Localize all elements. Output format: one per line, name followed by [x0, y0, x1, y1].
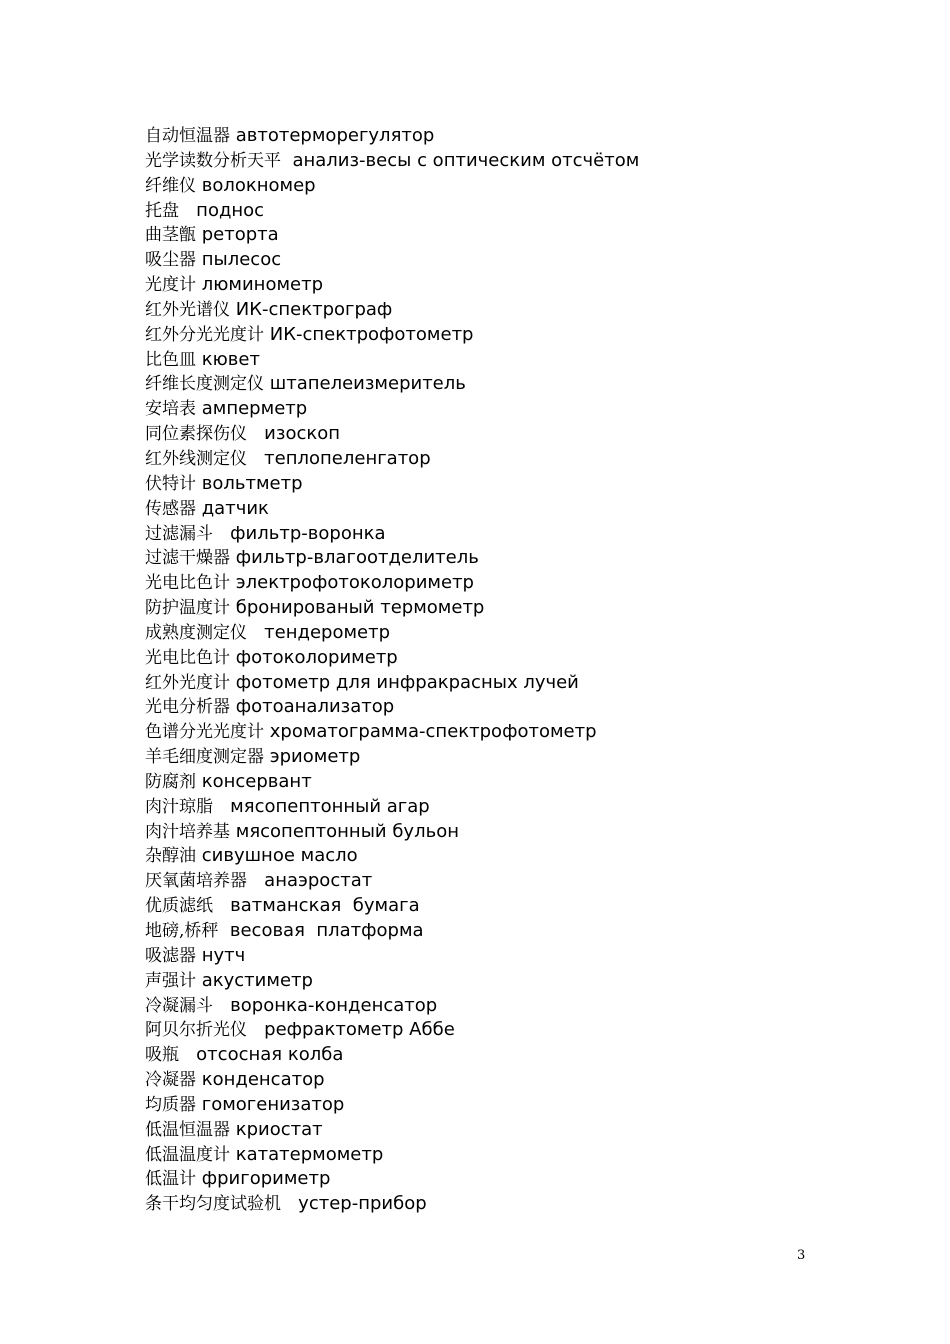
term-separator [179, 200, 196, 221]
chinese-term: 纤维长度测定仪 [145, 374, 264, 395]
glossary-entry [145, 497, 845, 522]
chinese-term: 均质器 [145, 1094, 196, 1115]
glossary-entry [145, 646, 845, 671]
glossary-entry [145, 1093, 845, 1118]
russian-term: кататермометр [235, 1143, 384, 1165]
chinese-term: 光电分析器 [145, 697, 230, 718]
russian-term: анализ-весы с оптическим отсчётом [292, 149, 640, 171]
glossary-entry [145, 124, 845, 149]
term-separator [213, 895, 230, 916]
russian-term: волокномер [201, 174, 316, 196]
glossary-entry [145, 820, 845, 845]
russian-term: изоскоп [264, 423, 341, 445]
chinese-term: 纤维仪 [145, 175, 196, 196]
chinese-term: 吸尘器 [145, 250, 196, 271]
glossary-entry [145, 149, 845, 174]
chinese-term: 羊毛细度测定器 [145, 747, 264, 768]
chinese-term: 光电比色计 [145, 573, 230, 594]
russian-term: мясопептонный бульон [235, 820, 459, 842]
chinese-term: 厌氧菌培养器 [145, 871, 247, 892]
russian-term: конденсатор [201, 1069, 325, 1091]
chinese-term: 肉汁琼脂 [145, 796, 213, 817]
chinese-term: 防护温度计 [145, 598, 230, 619]
chinese-term: 低温温度计 [145, 1144, 230, 1165]
russian-term: фильтр-воронка [230, 522, 386, 544]
russian-term: фильтр-влагоотделитель [235, 547, 479, 569]
chinese-term: 托盘 [145, 200, 179, 221]
russian-term: мясопептонный агар [230, 795, 430, 817]
russian-term: ИК-спектрограф [235, 298, 393, 320]
chinese-term: 传感器 [145, 498, 196, 519]
glossary-entry [145, 273, 845, 298]
term-separator [247, 622, 264, 643]
term-separator [213, 523, 230, 544]
chinese-term: 过滤漏斗 [145, 523, 213, 544]
glossary-list [145, 124, 845, 1217]
russian-term: ретoрта [201, 224, 279, 246]
glossary-entry [145, 248, 845, 273]
glossary-entry [145, 546, 845, 571]
russian-term: анаэростат [264, 870, 373, 892]
chinese-term: 红外线测定仪 [145, 448, 247, 469]
russian-term: датчик [201, 497, 269, 519]
glossary-entry [145, 323, 845, 348]
chinese-term: 光电比色计 [145, 647, 230, 668]
chinese-term: 过滤干燥器 [145, 548, 230, 569]
glossary-entry [145, 919, 845, 944]
chinese-term: 肉汁培养基 [145, 821, 230, 842]
term-separator [281, 150, 292, 171]
term-separator [218, 920, 229, 941]
russian-term: поднос [196, 199, 265, 221]
russian-term: амперметр [201, 398, 308, 420]
chinese-term: 杂醇油 [145, 846, 196, 867]
chinese-term: 吸瓶 [145, 1045, 179, 1066]
russian-term: нутч [201, 944, 246, 966]
glossary-entry [145, 894, 845, 919]
glossary-entry [145, 795, 845, 820]
glossary-entry [145, 695, 845, 720]
chinese-term: 冷凝器 [145, 1070, 196, 1091]
glossary-entry [145, 223, 845, 248]
glossary-entry [145, 348, 845, 373]
chinese-term: 同位素探伤仪 [145, 424, 247, 445]
glossary-entry [145, 745, 845, 770]
russian-term: криостат [235, 1118, 323, 1140]
glossary-entry [145, 174, 845, 199]
russian-term: тендерометр [264, 621, 391, 643]
chinese-term: 红外分光光度计 [145, 324, 264, 345]
russian-term: бронированый термометр [235, 597, 485, 619]
russian-term: вольтметр [201, 472, 303, 494]
glossary-entry [145, 1143, 845, 1168]
russian-term: хроматограмма-спектрофотометр [269, 721, 597, 743]
russian-term: пылесос [201, 249, 282, 271]
chinese-term: 光度计 [145, 275, 196, 296]
chinese-term: 阿贝尔折光仪 [145, 1020, 247, 1041]
term-separator [281, 1193, 298, 1214]
chinese-term: 红外光谱仪 [145, 299, 230, 320]
glossary-entry [145, 447, 845, 472]
glossary-entry [145, 1192, 845, 1217]
russian-term: гомогенизатор [201, 1093, 345, 1115]
russian-term: сивушное масло [201, 845, 358, 867]
russian-term: воронка-конденсатор [230, 994, 438, 1016]
term-separator [213, 995, 230, 1016]
glossary-entry [145, 571, 845, 596]
russian-term: консервант [201, 770, 312, 792]
term-separator [179, 1044, 196, 1065]
glossary-entry [145, 1167, 845, 1192]
glossary-entry [145, 596, 845, 621]
chinese-term: 成熟度测定仪 [145, 622, 247, 643]
chinese-term: 优质滤纸 [145, 896, 213, 917]
glossary-entry [145, 372, 845, 397]
chinese-term: 低温恒温器 [145, 1119, 230, 1140]
term-separator [247, 1019, 264, 1040]
russian-term: теплопеленгатор [264, 447, 431, 469]
russian-term: кювет [201, 348, 260, 370]
glossary-entry [145, 944, 845, 969]
chinese-term: 曲茎甑 [145, 225, 196, 246]
term-separator [247, 448, 264, 469]
russian-term: люминометр [201, 274, 324, 296]
russian-term: электрофотоколориметр [235, 572, 474, 594]
chinese-term: 安培表 [145, 399, 196, 420]
glossary-entry [145, 720, 845, 745]
glossary-entry [145, 472, 845, 497]
russian-term: эриометр [269, 746, 361, 768]
glossary-entry [145, 994, 845, 1019]
glossary-entry [145, 844, 845, 869]
glossary-entry [145, 298, 845, 323]
russian-term: весовая платформа [229, 920, 424, 941]
chinese-term: 低温计 [145, 1169, 196, 1190]
term-separator [213, 796, 230, 817]
russian-term: фригориметр [201, 1168, 331, 1190]
russian-term: штапелеизмеритель [269, 373, 466, 395]
russian-term: автотерморегулятор [235, 125, 435, 146]
chinese-term: 光学读数分析天平 [145, 150, 281, 171]
russian-term: ватманская бумага [230, 895, 420, 917]
glossary-entry [145, 969, 845, 994]
russian-term: фотоколориметр [235, 646, 398, 668]
chinese-term: 声强计 [145, 970, 196, 991]
russian-term: отсосная колба [196, 1044, 344, 1066]
glossary-entry [145, 397, 845, 422]
chinese-term: 红外光度计 [145, 672, 230, 693]
glossary-entry [145, 869, 845, 894]
term-separator [247, 870, 264, 891]
glossary-entry [145, 1018, 845, 1043]
glossary-entry [145, 1043, 845, 1068]
glossary-entry [145, 621, 845, 646]
russian-term: акустиметр [201, 969, 313, 991]
chinese-term: 比色皿 [145, 349, 196, 370]
russian-term: устер-прибор [298, 1193, 427, 1215]
russian-term: ИК-спектрофотометр [269, 323, 474, 345]
page-number: 3 [797, 1248, 806, 1263]
russian-term: фотоанализатор [235, 696, 395, 718]
chinese-term: 色谱分光光度计 [145, 722, 264, 743]
chinese-term: 自动恒温器 [145, 126, 230, 146]
chinese-term: 条干均匀度试验机 [145, 1194, 281, 1215]
chinese-term: 防腐剂 [145, 771, 196, 792]
term-separator [247, 423, 264, 444]
glossary-entry [145, 770, 845, 795]
chinese-term: 伏特计 [145, 473, 196, 494]
chinese-term: 冷凝漏斗 [145, 995, 213, 1016]
glossary-entry [145, 1068, 845, 1093]
chinese-term: 吸滤器 [145, 945, 196, 966]
glossary-entry [145, 199, 845, 224]
glossary-entry [145, 671, 845, 696]
chinese-term: 地磅,桥秤 [145, 921, 219, 941]
russian-term: рефрактометр Аббе [264, 1019, 455, 1041]
russian-term: фотометр для инфракрасных лучей [235, 671, 579, 693]
glossary-entry [145, 422, 845, 447]
glossary-entry [145, 522, 845, 547]
glossary-entry [145, 1118, 845, 1143]
